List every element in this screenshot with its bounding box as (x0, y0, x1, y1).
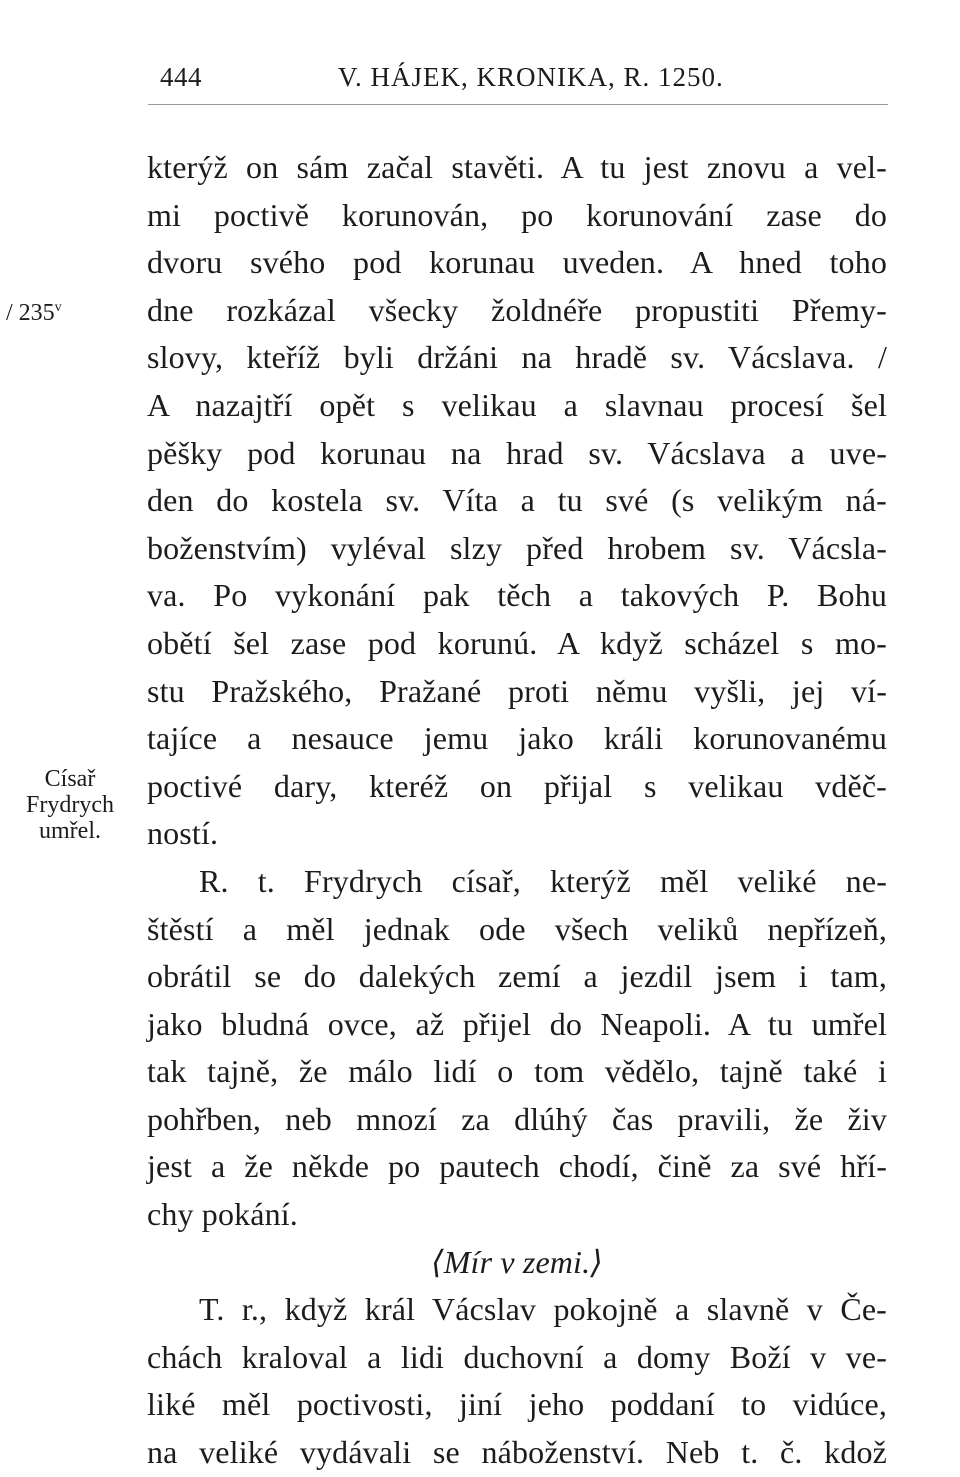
text-line: na veliké vydávali se náboženství. Neb t. č. kdož (147, 1434, 887, 1471)
text-line: poctivé dary, kteréž on přijal s velikau vděč- (147, 767, 887, 804)
text-line: tajíce a nesauce jemu jako králi korunovanému (147, 720, 887, 757)
text-line: stu Pražského, Pražané proti němu vyšli, jej ví- (147, 672, 887, 709)
section-heading: ⟨Mír v zemi.⟩ (431, 1243, 603, 1280)
text-line: A nazajtří opět s velikau a slavnau procesí šel (147, 386, 887, 423)
margin-note-line: umřel. (39, 818, 101, 844)
text-line: jako bludná ovce, až přijel do Neapoli. A tu umřel (147, 1005, 887, 1042)
text-line: den do kostela sv. Víta a tu své (s velikým ná- (147, 482, 887, 519)
page-header (160, 62, 750, 102)
folio-side: v (54, 300, 62, 315)
text-line: chách kraloval a lidi duchovní a domy Boží v ve- (147, 1338, 887, 1375)
folio-number: / 235 (6, 300, 55, 326)
text-line: slovy, kteříž byli držáni na hradě sv. Vácslava. / (147, 339, 887, 376)
text-line: va. Po vykonání pak těch a takových P. Bohu (147, 577, 887, 614)
text-line: T. r., když král Vácslav pokojně a slavně v Če- (199, 1291, 887, 1328)
margin-folio-reference (6, 300, 62, 327)
body-text (147, 144, 887, 1477)
text-line: R. t. Frydrych císař, kterýž měl veliké ne- (199, 862, 887, 899)
margin-note-line: Císař (44, 766, 96, 792)
text-line: dne rozkázal všecky žoldnéře propustiti Přemy- (147, 291, 887, 328)
text-line: dvoru svého pod korunau uveden. A hned toho (147, 244, 887, 281)
text-line: kterýž on sám začal stavěti. A tu jest znovu a vel- (147, 149, 887, 185)
text-line: ností. (147, 815, 219, 852)
text-line: boženstvím) vyléval slzy před hrobem sv. Vácsla- (147, 529, 887, 566)
text-line: jest a že někde po pautech chodí, čině za své hří- (147, 1148, 887, 1185)
text-line: pěšky pod korunau na hrad sv. Vácslava a uve- (147, 434, 887, 471)
text-line: liké měl poctivosti, jiní jeho poddaní to vidúce, (147, 1386, 887, 1423)
running-title: V. HÁJEK, KRONIKA, R. 1250. (338, 62, 724, 92)
text-line: chy pokání. (147, 1196, 298, 1233)
page-number: 444 (160, 62, 202, 92)
text-line: mi poctivě korunován, po korunování zase do (147, 196, 887, 233)
margin-note-line: Frydrych (26, 792, 114, 818)
header-rule (148, 104, 888, 105)
text-line: štěstí a měl jednak ode všech veliků nepřízeň, (147, 910, 887, 947)
text-line: obětí šel zase pod korunú. A když scházel s mo- (147, 624, 887, 661)
text-line: obrátil se do dalekých zemí a jezdil jsem i tam, (147, 958, 887, 995)
margin-note (0, 766, 140, 844)
text-line: tak tajně, že málo lidí o tom vědělo, tajně také i (147, 1053, 887, 1090)
text-line: pohřben, neb mnozí za dlúhý čas pravili, že živ (147, 1100, 887, 1137)
